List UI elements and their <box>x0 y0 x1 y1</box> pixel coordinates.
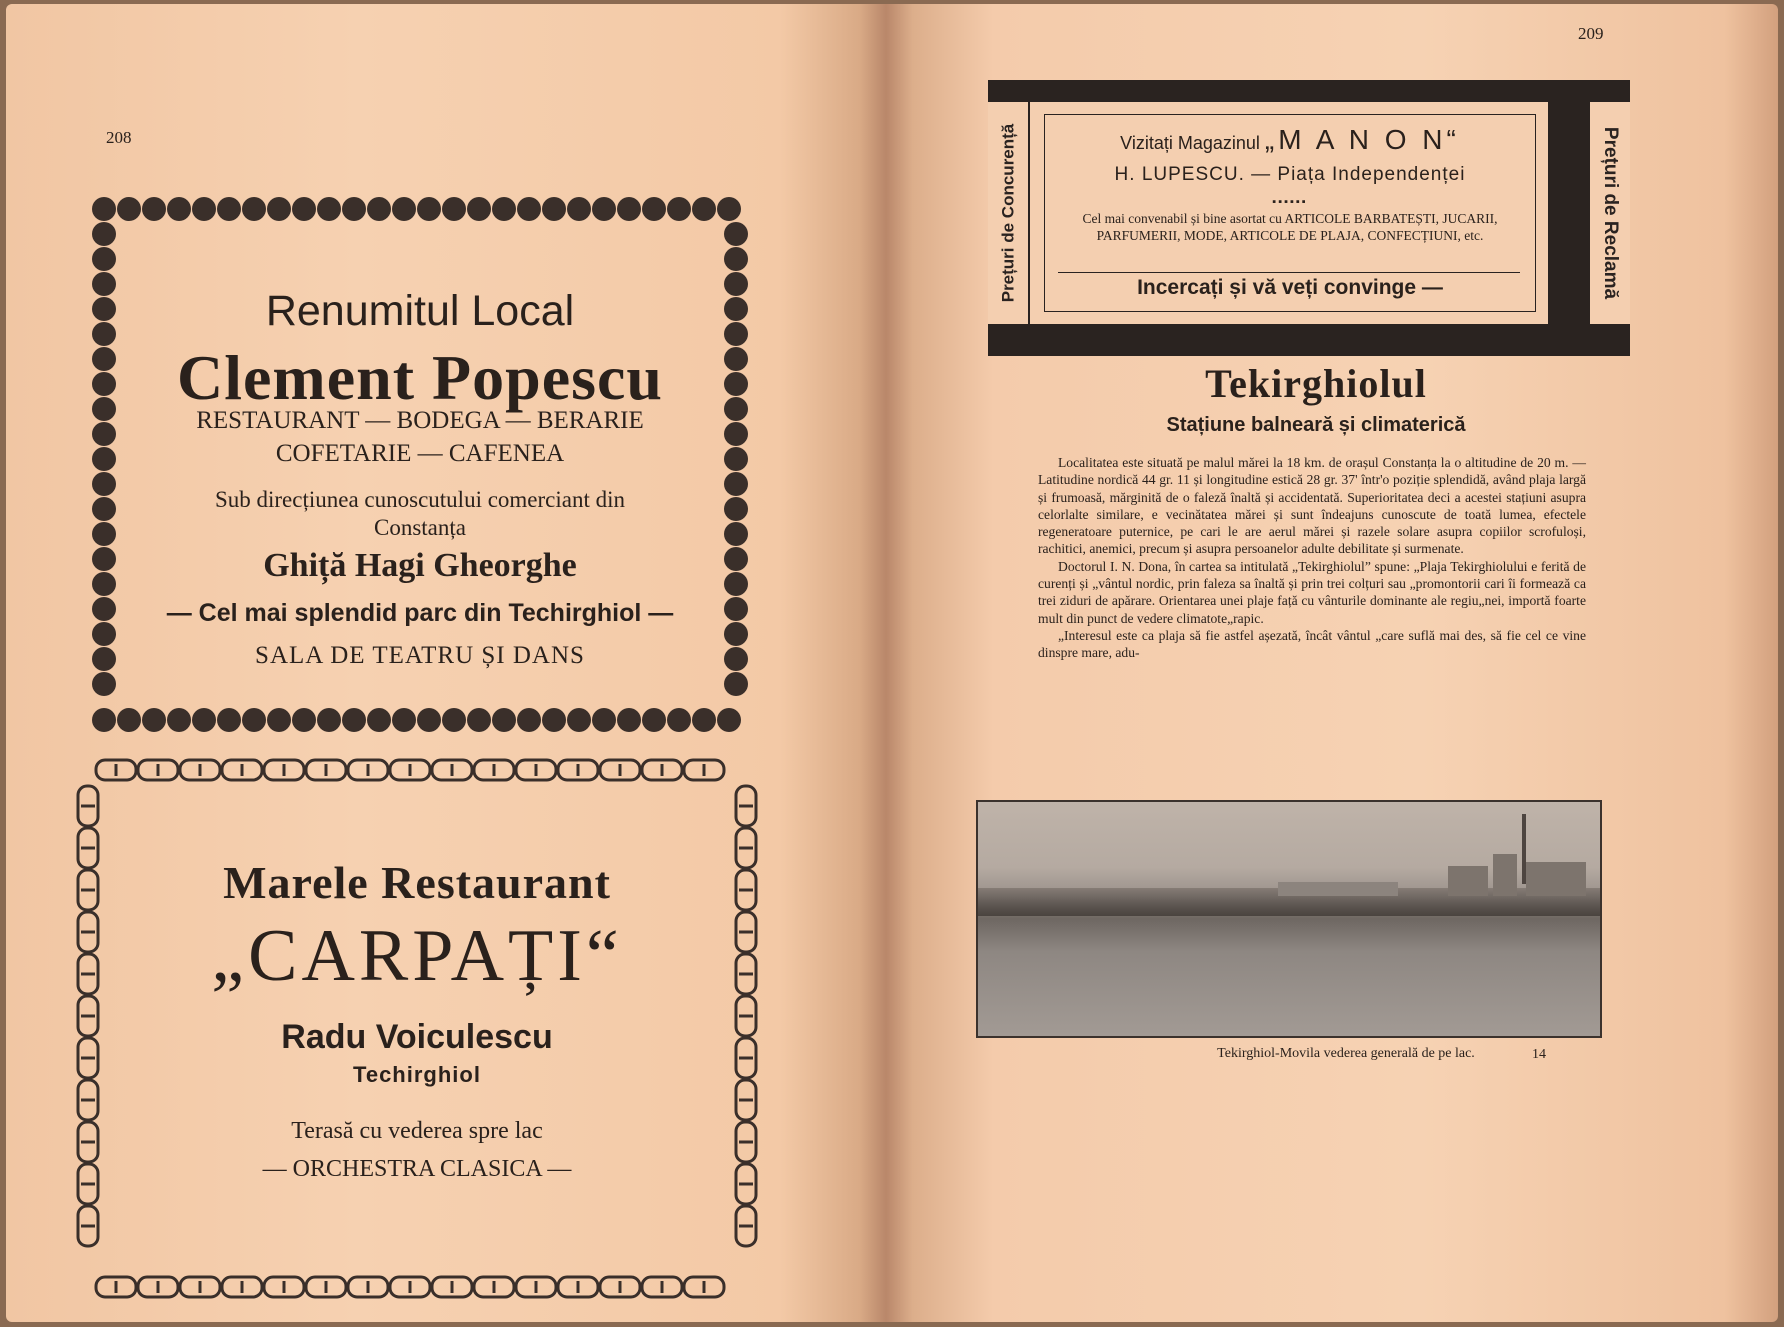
ad-terrace: Terasă cu vederea spre lac <box>291 1118 543 1144</box>
lake-photo <box>976 800 1602 1038</box>
left-page <box>6 4 886 1322</box>
ad-description: Cel mai convenabil și bine asortat cu ARTICOLE BARBATEȘTI, JUCARII, PARFUMERII, MODE, ARTICOLE DE PLAJA, CONFECȚIUNI, etc. <box>1082 211 1498 243</box>
ad-orchestra: — ORCHESTRA CLASICA — <box>262 1156 572 1182</box>
side-label-left: Prețuri de Concurență <box>988 102 1028 324</box>
ad-heading: Marele Restaurant <box>223 857 611 908</box>
carpati-ad <box>76 756 758 1301</box>
ad-management: Sub direcțiunea cunoscutului comerciant din <box>214 487 626 512</box>
manon-ad <box>988 80 1630 356</box>
article-paragraph: Doctorul I. N. Dona, în cartea sa intitulată „Tekirghiolul” spune: „Plaja Tekirghiolului e ferită de curenți și „vântul nordic, prin faleza sa înaltă și prin trei colțuri sau „promontorii cari îi formează ca trei ziduri de apărare. Orientarea unei plaje față cu vânturile dominante ale regiu„nei, importă foarte mult din punct de vedere climatote„rapic. <box>1038 558 1586 626</box>
ad-owner: Radu Voiculescu <box>281 1018 553 1056</box>
ad-city: Constanța <box>374 515 466 540</box>
ad-services-2: COFETARIE — CAFENEA <box>275 440 565 467</box>
article-paragraph: „Interesul este ca plaja să fie astfel așezată, încât vântul „care suflă mai des, să fie cel ce vine dinspre mare, adu- <box>1038 627 1586 661</box>
article-paragraph: Localitatea este situată pe malul mărei la 18 km. de orașul Constanța la o altitudine de 20 m. — Latitudine nordică 44 gr. 11 și longitudine estică 28 gr. 37' într'o poziție splendidă, având plaja largă și frumoasă, mărginită de o faleză înaltă și accidentată. Superioritatea deci a acestei stațiuni asupra celorlalte similare, e vecinătatea mărei și sunt îndeajuns cunoscute de toată lumea, efectele regeneratoare puternice, pe cari le are aerul mărei și razele solare asupra copiilor scrofuloși, rachitici, anemici, precum și asupra persoanelor adulte debilitate și surmenate. <box>1038 455 1586 557</box>
ad-ornament: ▪▪▪▪▪▪ <box>1272 196 1308 208</box>
ad-slogan: Incercați și vă veți convinge — <box>1137 276 1443 299</box>
ad-services: RESTAURANT — BODEGA — BERARIE <box>196 407 644 434</box>
ad-park: — Cel mai splendid parc din Techirghiol — <box>166 599 674 627</box>
ad-name: „CARPAȚI“ <box>211 915 623 997</box>
ad-visit-line: Vizitați Magazinul „M A N O N“ <box>1120 124 1460 155</box>
page-number-209: 209 <box>1578 24 1604 43</box>
popescu-ad <box>92 197 748 732</box>
ad-owner: Ghiță Hagi Gheorghe <box>263 547 577 584</box>
ad-hall: SALA DE TEATRU ȘI DANS <box>255 642 585 669</box>
plate-number: 14 <box>1532 1047 1546 1062</box>
article-body <box>1038 454 1586 662</box>
article-title: Tekirghiolul <box>1205 361 1427 406</box>
page-number-208: 208 <box>106 128 132 147</box>
right-page <box>886 4 1778 1322</box>
article-subtitle: Stațiune balneară și climaterică <box>1166 414 1466 436</box>
ad-heading: Renumitul Local <box>265 287 575 335</box>
ad-address: H. LUPESCU. — Piața Independenței <box>1114 164 1466 185</box>
ad-location: Techirghiol <box>353 1062 481 1087</box>
side-label-right: Prețuri de Reclamă <box>1590 102 1630 324</box>
ad-name: Clement Popescu <box>176 342 664 413</box>
photo-caption: Tekirghiol-Movila vederea generală de pe lac. <box>1217 1046 1475 1061</box>
open-book <box>6 4 1778 1322</box>
